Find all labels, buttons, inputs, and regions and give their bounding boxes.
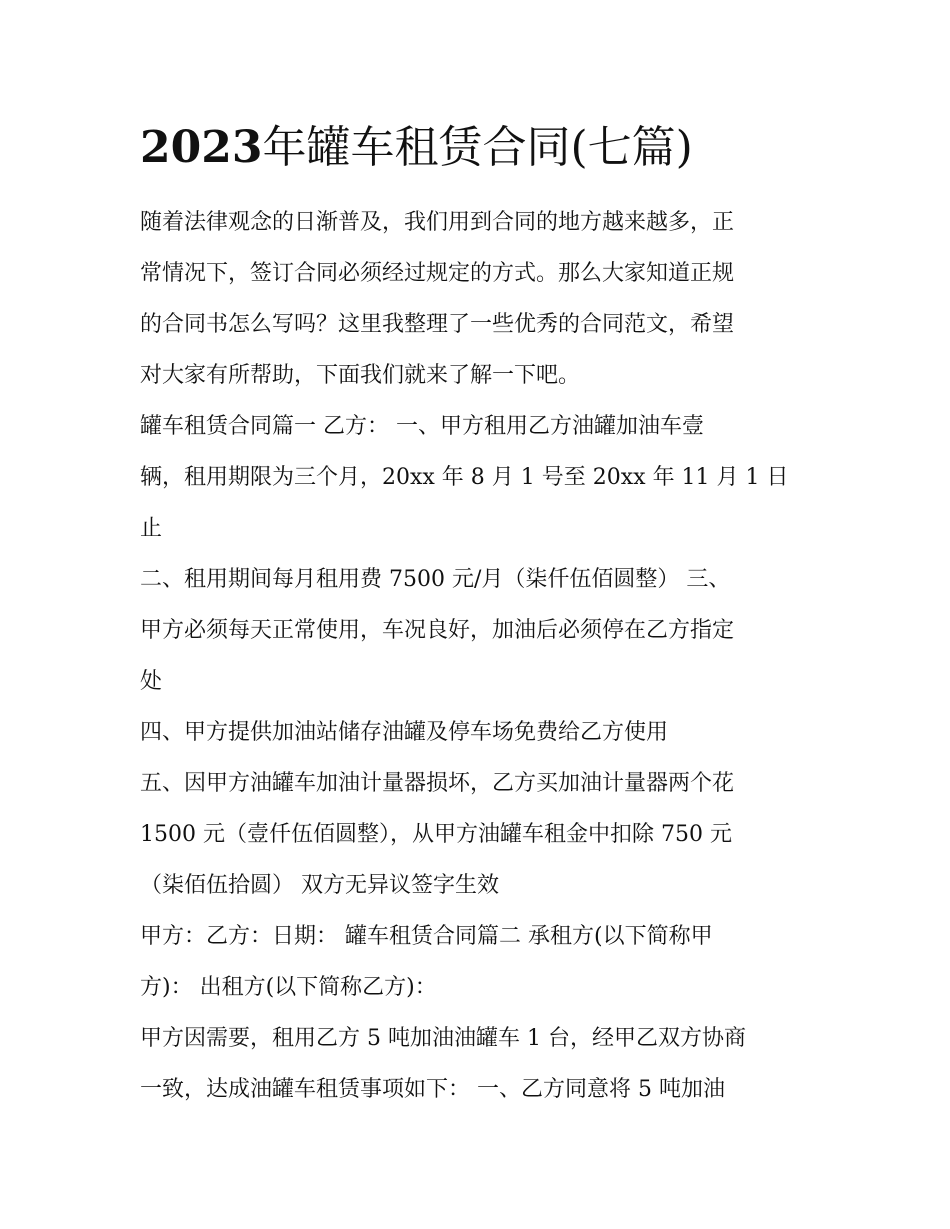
body-line: 对大家有所帮助，下面我们就来了解一下吧。 — [140, 363, 581, 388]
body-line: 随着法律观念的日渐普及，我们用到合同的地方越来越多，正 — [140, 210, 735, 235]
title-text: 年罐车租赁合同(七篇) — [262, 122, 693, 173]
body-line: 止 — [140, 516, 163, 541]
body-line: 甲方因需要，租用乙方 5 吨加油油罐车 1 台，经甲乙双方协商 — [140, 1026, 746, 1051]
body-line: 甲方必须每天正常使用，车况良好，加油后必须停在乙方指定 — [140, 618, 735, 643]
body-line: 方)： 出租方(以下简称乙方)： — [140, 975, 437, 1000]
title-year: 2023 — [140, 122, 263, 173]
body-line: 一致，达成油罐车租赁事项如下： 一、乙方同意将 5 吨加油 — [140, 1077, 725, 1102]
body-line: 五、因甲方油罐车加油计量器损坏，乙方买加油计量器两个花 — [140, 771, 735, 796]
body-line: 1500 元（壹仟伍佰圆整），从甲方油罐车租金中扣除 750 元 — [140, 822, 732, 847]
document-title — [140, 118, 840, 178]
body-line: 处 — [140, 669, 163, 694]
body-line: 甲方：乙方：日期： 罐车租赁合同篇二 承租方(以下简称甲 — [140, 924, 713, 949]
body-line: 的合同书怎么写吗？这里我整理了一些优秀的合同范文，希望 — [140, 312, 735, 337]
document-body — [140, 197, 820, 1115]
body-line: 辆，租用期限为三个月，20xx 年 8 月 1 号至 20xx 年 11 月 1 日 — [140, 465, 789, 490]
body-line: 二、租用期间每月租用费 7500 元/月（柒仟伍佰圆整） 三、 — [140, 567, 731, 592]
body-line: 四、甲方提供加油站储存油罐及停车场免费给乙方使用 — [140, 720, 669, 745]
body-line: （柒佰伍拾圆） 双方无异议签字生效 — [140, 873, 499, 898]
body-line: 罐车租赁合同篇一 乙方： 一、甲方租用乙方油罐加油车壹 — [140, 414, 704, 439]
body-line: 常情况下，签订合同必须经过规定的方式。那么大家知道正规 — [140, 261, 735, 286]
